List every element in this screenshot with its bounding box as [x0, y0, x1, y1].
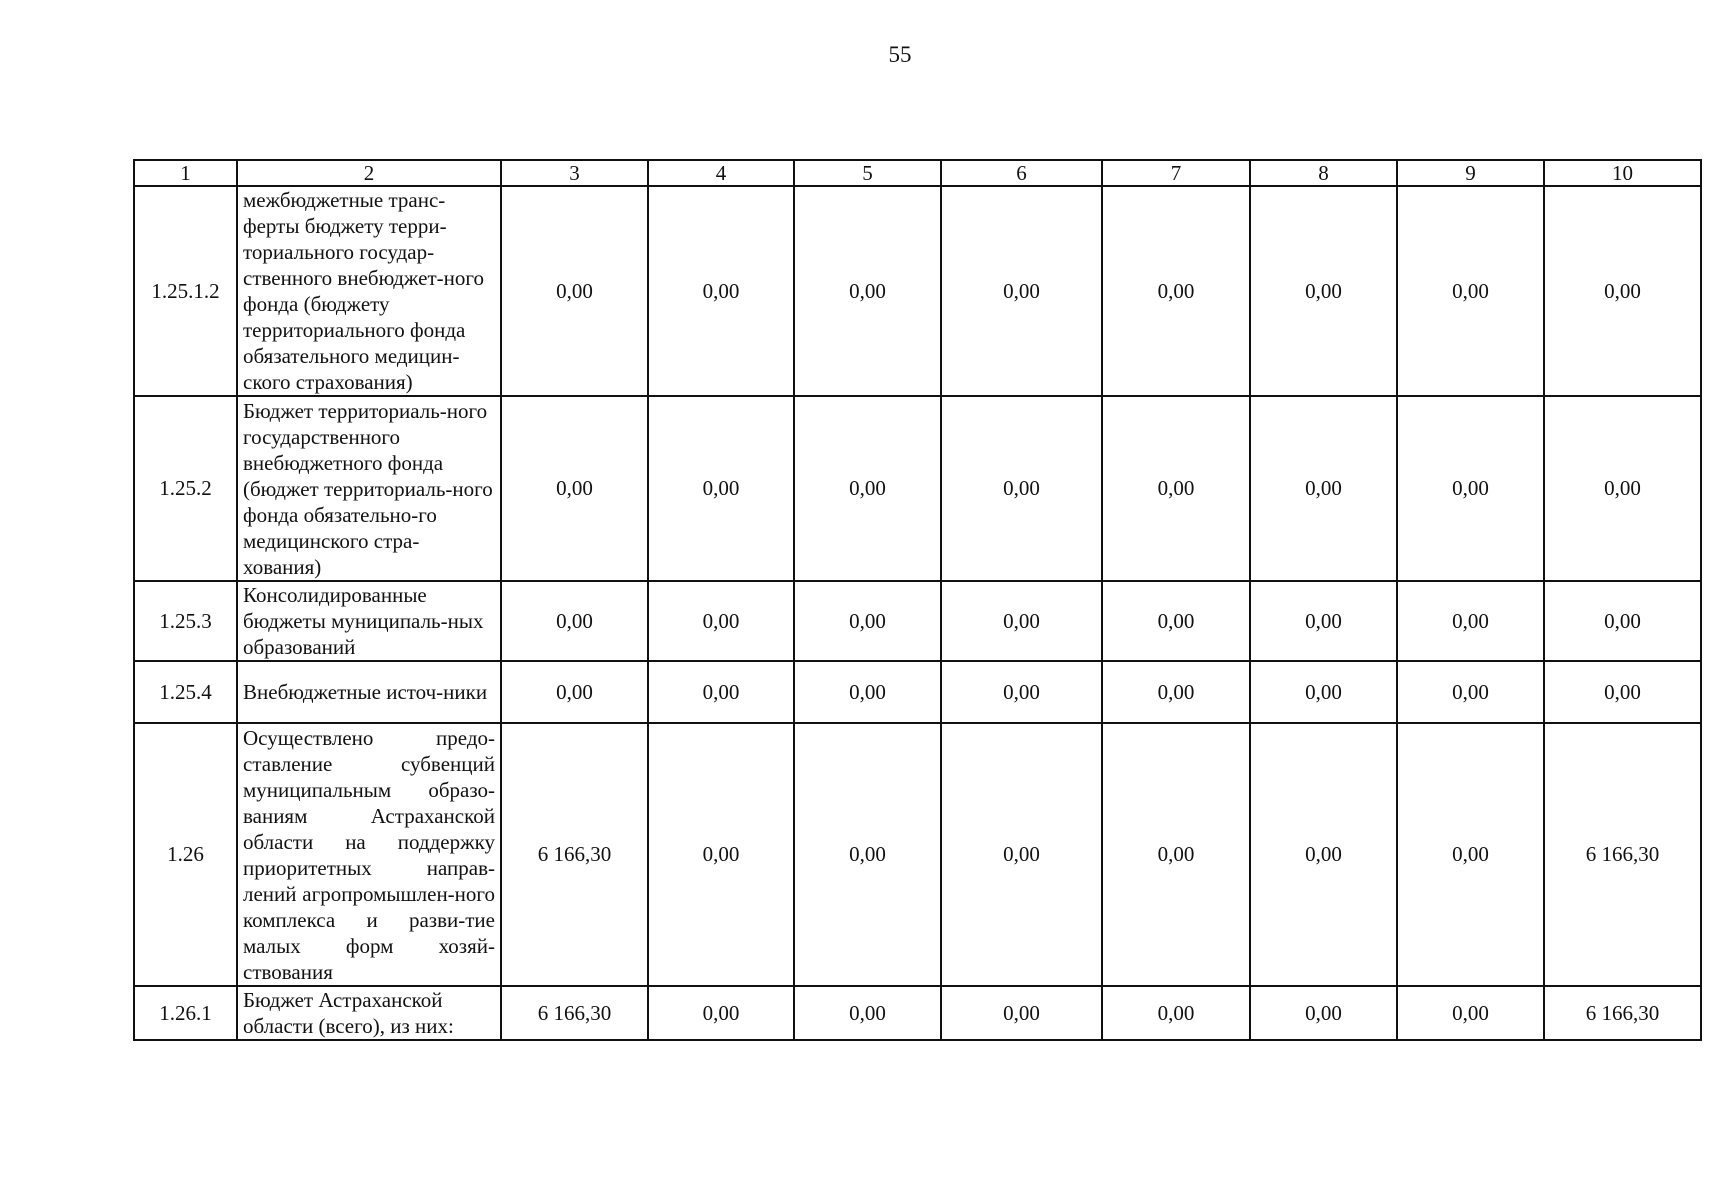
row-number: 1.26 [134, 723, 237, 986]
value-cell: 0,00 [794, 396, 941, 581]
table-row [134, 661, 1701, 723]
value-cell: 0,00 [1250, 986, 1397, 1040]
row-description: Внебюджетные источ-ники [237, 661, 501, 723]
row-description: Бюджет территориаль-ного государственного внебюджетного фонда (бюджет территориаль-ного фонда обязательно-го медицинского стра-хования) [237, 396, 501, 581]
table-row [134, 581, 1701, 661]
value-cell: 0,00 [1544, 581, 1701, 661]
column-header: 2 [237, 160, 501, 186]
table-row [134, 723, 1701, 986]
budget-table [133, 159, 1702, 1041]
row-description: Консолидированные бюджеты муниципаль-ных образований [237, 581, 501, 661]
row-description: Осуществлено предо-ставление субвенций муниципальным образо-ваниям Астраханской области на поддержку приоритетных направ-лений агропромышлен-ного комплекса и разви-тие малых форм хозяй-ствования [237, 723, 501, 986]
value-cell: 0,00 [1397, 723, 1544, 986]
column-header: 6 [941, 160, 1102, 186]
table-row [134, 986, 1701, 1040]
column-header: 10 [1544, 160, 1701, 186]
value-cell: 0,00 [1250, 186, 1397, 396]
table-row [134, 396, 1701, 581]
value-cell: 0,00 [1250, 723, 1397, 986]
value-cell: 0,00 [794, 186, 941, 396]
value-cell: 0,00 [794, 723, 941, 986]
value-cell: 0,00 [1544, 186, 1701, 396]
row-description: Бюджет Астраханской области (всего), из них: [237, 986, 501, 1040]
value-cell: 0,00 [941, 581, 1102, 661]
column-header: 3 [501, 160, 648, 186]
page-number: 55 [888, 42, 912, 67]
value-cell: 0,00 [941, 986, 1102, 1040]
row-number: 1.25.4 [134, 661, 237, 723]
value-cell: 0,00 [794, 581, 941, 661]
value-cell: 0,00 [1544, 661, 1701, 723]
value-cell: 6 166,30 [1544, 723, 1701, 986]
value-cell: 0,00 [1102, 581, 1250, 661]
value-cell: 0,00 [1102, 396, 1250, 581]
value-cell: 0,00 [794, 986, 941, 1040]
column-header: 8 [1250, 160, 1397, 186]
value-cell: 6 166,30 [1544, 986, 1701, 1040]
value-cell: 0,00 [501, 396, 648, 581]
value-cell: 0,00 [794, 661, 941, 723]
value-cell: 0,00 [1250, 581, 1397, 661]
value-cell: 0,00 [648, 723, 794, 986]
column-header: 5 [794, 160, 941, 186]
column-header: 9 [1397, 160, 1544, 186]
value-cell: 0,00 [501, 581, 648, 661]
value-cell: 0,00 [648, 581, 794, 661]
value-cell: 0,00 [941, 186, 1102, 396]
value-cell: 0,00 [501, 186, 648, 396]
value-cell: 0,00 [1397, 581, 1544, 661]
value-cell: 6 166,30 [501, 723, 648, 986]
row-number: 1.25.3 [134, 581, 237, 661]
value-cell: 0,00 [1250, 661, 1397, 723]
value-cell: 0,00 [1397, 986, 1544, 1040]
value-cell: 0,00 [501, 661, 648, 723]
value-cell: 0,00 [648, 396, 794, 581]
row-number: 1.26.1 [134, 986, 237, 1040]
value-cell: 0,00 [1397, 661, 1544, 723]
value-cell: 0,00 [1102, 186, 1250, 396]
value-cell: 0,00 [1102, 661, 1250, 723]
value-cell: 0,00 [941, 661, 1102, 723]
value-cell: 0,00 [1250, 396, 1397, 581]
row-description: межбюджетные транс-ферты бюджету терри-ториального государ-ственного внебюджет-ного фонда (бюджету территориального фонда обязательного медицин-ского страхования) [237, 186, 501, 396]
value-cell: 6 166,30 [501, 986, 648, 1040]
header-row [134, 160, 1701, 186]
column-header: 4 [648, 160, 794, 186]
column-header: 7 [1102, 160, 1250, 186]
value-cell: 0,00 [1397, 186, 1544, 396]
value-cell: 0,00 [941, 396, 1102, 581]
column-header: 1 [134, 160, 237, 186]
value-cell: 0,00 [1397, 396, 1544, 581]
row-number: 1.25.1.2 [134, 186, 237, 396]
value-cell: 0,00 [1544, 396, 1701, 581]
value-cell: 0,00 [648, 986, 794, 1040]
value-cell: 0,00 [1102, 986, 1250, 1040]
row-number: 1.25.2 [134, 396, 237, 581]
value-cell: 0,00 [648, 186, 794, 396]
table-row [134, 186, 1701, 396]
value-cell: 0,00 [1102, 723, 1250, 986]
value-cell: 0,00 [648, 661, 794, 723]
value-cell: 0,00 [941, 723, 1102, 986]
